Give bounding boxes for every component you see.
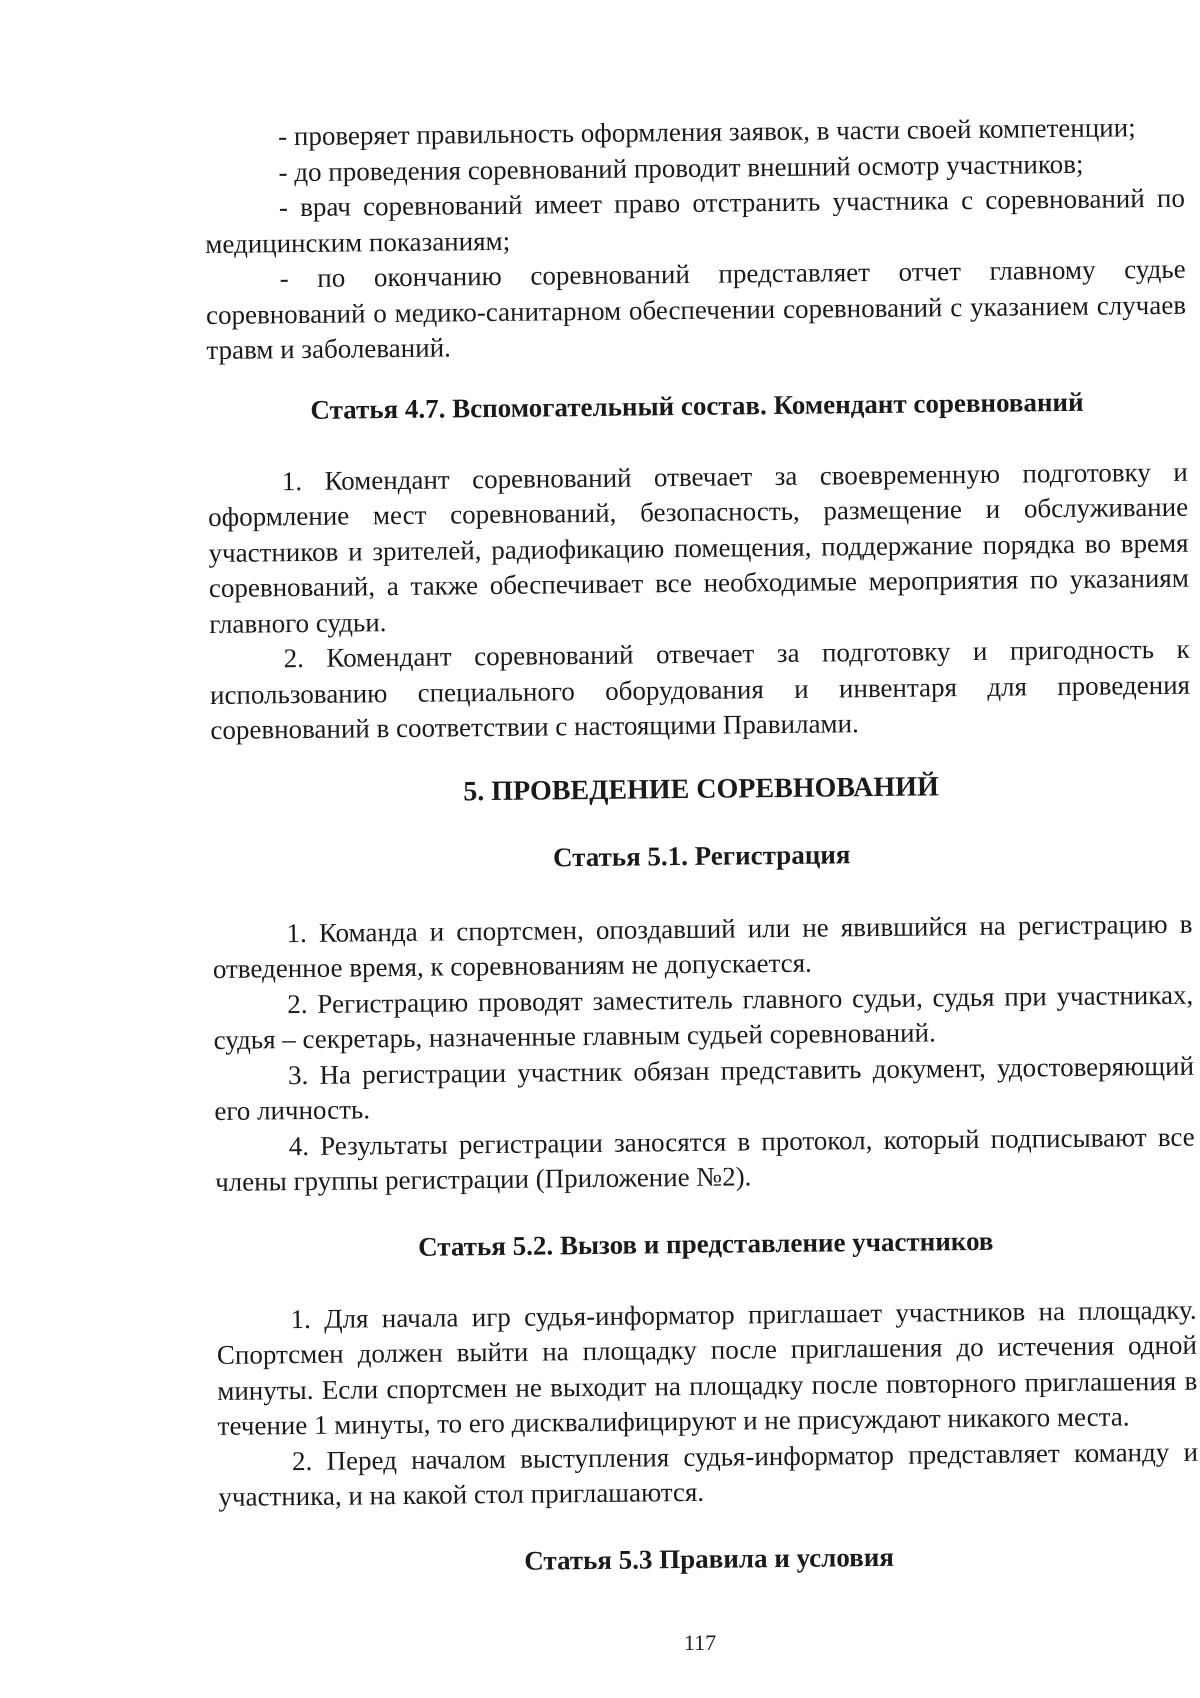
article-5-1-paragraph-2: 2. Регистрацию проводят заместитель главного судьи, судья при участниках, судья – секретарь, назначенные главным судьей соревнований. bbox=[213, 979, 1194, 1055]
intro-paragraph-1: - проверяет правильность оформления заявок, в части своей компетенции; bbox=[278, 112, 1136, 152]
article-4-7-heading: Статья 4.7. Вспомогательный состав. Комендант соревнований bbox=[310, 386, 1084, 425]
article-5-1-paragraph-4: 4. Результаты регистрации заносятся в протокол, который подписывают все члены группы регистрации (Приложение №2). bbox=[214, 1121, 1195, 1197]
article-4-7-paragraph-1: 1. Комендант соревнований отвечает за своевременную подготовку и оформление мест соревнований, безопасность, размещение и обслуживание участников и зрителей, радиофикацию помещения, поддержание порядка во время соревнований, а также обеспечивает все необходимые мероприятия по указаниям главного судьи. bbox=[208, 456, 1190, 639]
article-5-2-paragraph-1: 1. Для начала игр судья-информатор приглашает участников на площадку. Спортсмен должен выйти на площадку после приглашения до истечения одной минуты. Если спортсмен не выходит на площадку после повторного приглашения в течение 1 минуты, то его дисквалифицируют и не присуждают никакого места. bbox=[216, 1294, 1198, 1441]
article-5-3-heading: Статья 5.3 Правила и условия bbox=[524, 1541, 895, 1576]
article-5-1-paragraph-1: 1. Команда и спортсмен, опоздавший или не явившийся на регистрацию в отведенное время, к соревнованиям не допускается. bbox=[212, 908, 1193, 984]
page-body bbox=[204, 110, 1199, 1582]
intro-paragraph-4: - по окончанию соревнований представляет отчет главному судье соревнований о медико-санитарном обеспечении соревнований с указанием случаев травм и заболеваний. bbox=[205, 253, 1187, 365]
article-5-1-paragraph-3: 3. На регистрации участник обязан представить документ, удостоверяющий его личность. bbox=[214, 1050, 1195, 1126]
intro-paragraph-3: - врач соревнований имеет право отстранить участника с соревнований по медицинским показаниям; bbox=[205, 182, 1186, 259]
article-4-7-paragraph-2: 2. Комендант соревнований отвечает за подготовку и пригодность к использованию специального оборудования и инвентаря для проведения соревнований в соответствии с настоящими Правилами. bbox=[209, 633, 1191, 745]
article-5-2-paragraph-2: 2. Перед началом выступления судья-информатор представляет команду и участника, и на какой стол приглашаются. bbox=[218, 1436, 1199, 1512]
intro-paragraph-2: - до проведения соревнований проводит внешний осмотр участников; bbox=[278, 148, 1084, 187]
section-5-heading: 5. ПРОВЕДЕНИЕ СОРЕВНОВАНИЙ bbox=[463, 770, 939, 807]
article-5-2-heading: Статья 5.2. Вызов и представление участников bbox=[418, 1225, 994, 1262]
page-number: 117 bbox=[683, 1630, 717, 1655]
article-5-1-heading: Статья 5.1. Регистрация bbox=[552, 838, 851, 872]
